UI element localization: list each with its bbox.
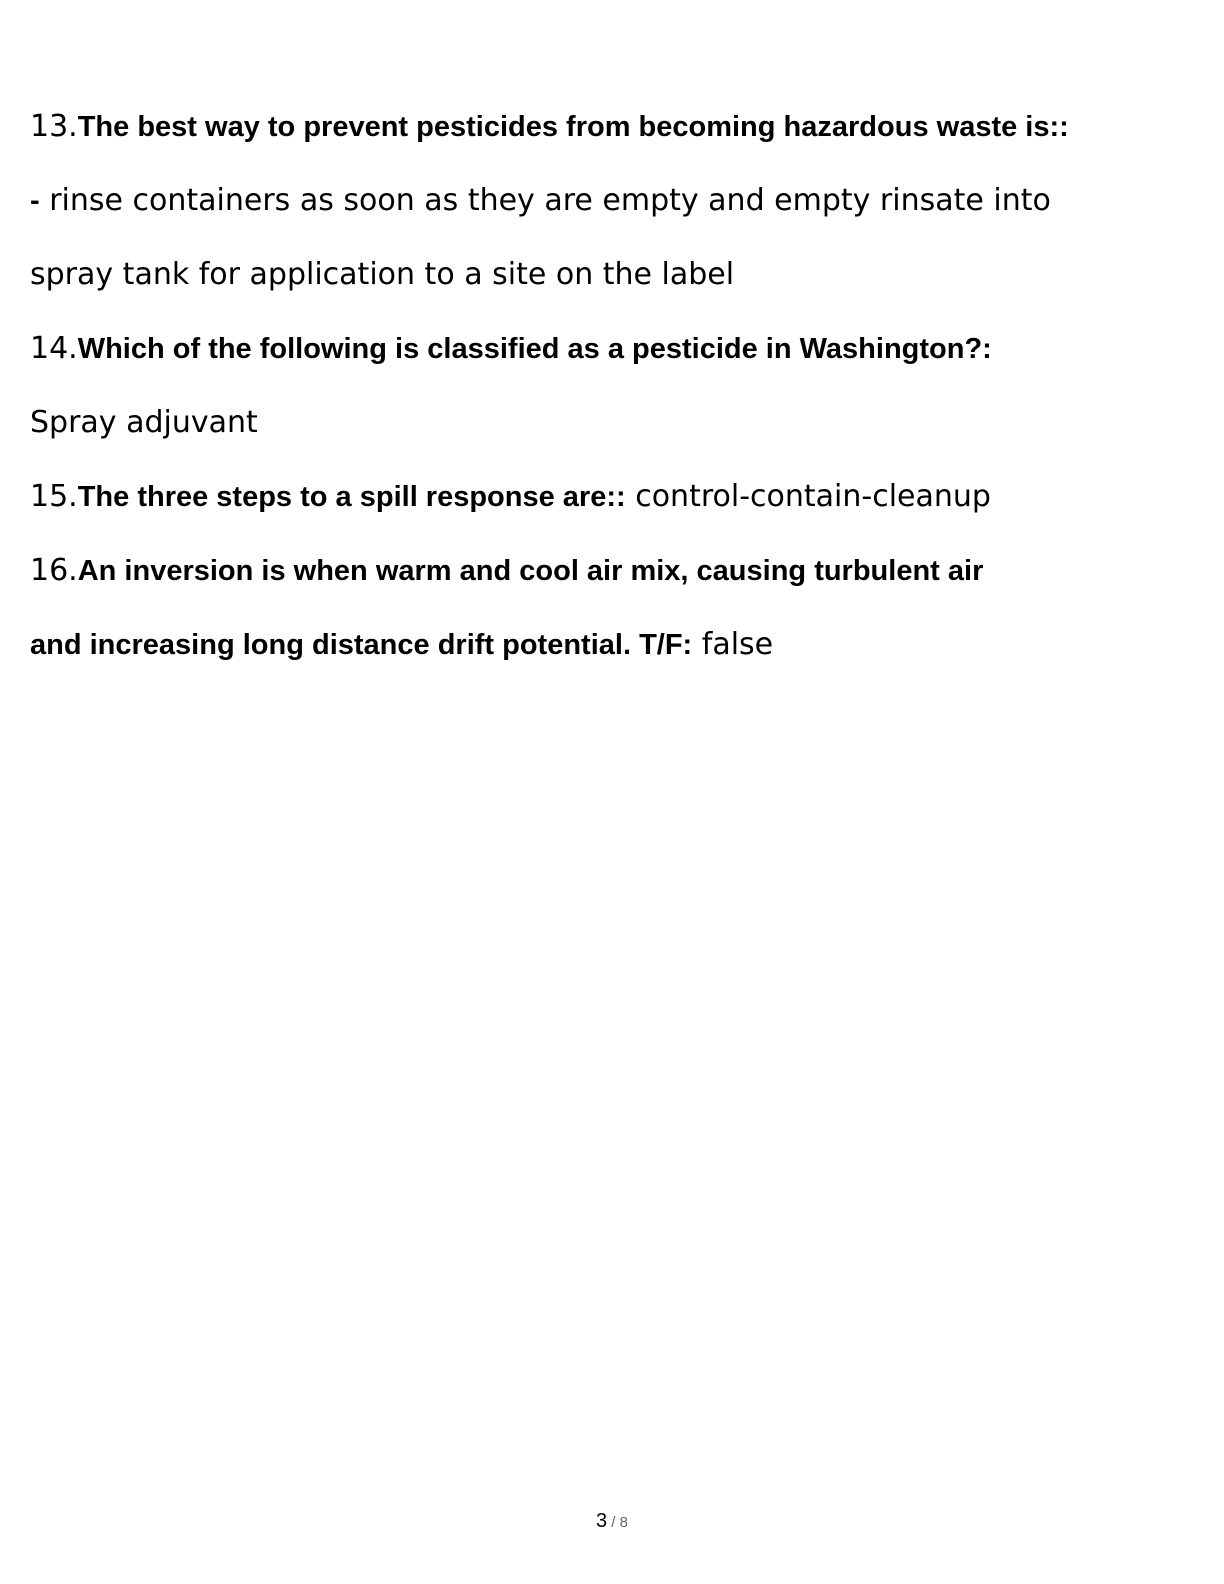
question-text: An inversion is when warm and cool air mix, causing turbulent air xyxy=(77,555,984,587)
question-13-line xyxy=(30,90,1200,164)
question-number: 15. xyxy=(30,479,78,514)
total-pages: 8 xyxy=(619,1514,628,1531)
page-separator: / xyxy=(607,1514,620,1531)
question-number: 16. xyxy=(30,553,78,588)
question-number: 14. xyxy=(30,331,78,366)
question-text: The three steps to a spill response are:: xyxy=(77,481,626,513)
answer-text: rinse containers as soon as they are empty and empty rinsate into xyxy=(39,183,1051,218)
question-15-line xyxy=(30,460,1200,534)
answer-text: false xyxy=(692,627,774,662)
question-number: 13. xyxy=(30,109,78,144)
question-text: and increasing long distance drift potential. T/F: xyxy=(30,629,693,661)
page-indicator xyxy=(0,1510,1224,1533)
question-text: Which of the following is classified as a pesticide in Washington?: xyxy=(77,333,992,365)
answer-13-line-2 xyxy=(30,238,1200,312)
answer-prefix: - xyxy=(30,185,40,217)
answer-text: control-contain-cleanup xyxy=(625,479,991,514)
answer-13-line-1 xyxy=(30,164,1200,238)
current-page-number: 3 xyxy=(596,1510,608,1532)
question-16-line-1 xyxy=(30,534,1200,608)
document-content xyxy=(30,90,1200,682)
question-text: The best way to prevent pesticides from becoming hazardous waste is:: xyxy=(77,111,1069,143)
question-14-line xyxy=(30,312,1200,386)
answer-14-line xyxy=(30,386,1200,460)
answer-text: Spray adjuvant xyxy=(30,405,258,440)
question-16-line-2 xyxy=(30,608,1200,682)
answer-text: spray tank for application to a site on the label xyxy=(30,257,735,292)
